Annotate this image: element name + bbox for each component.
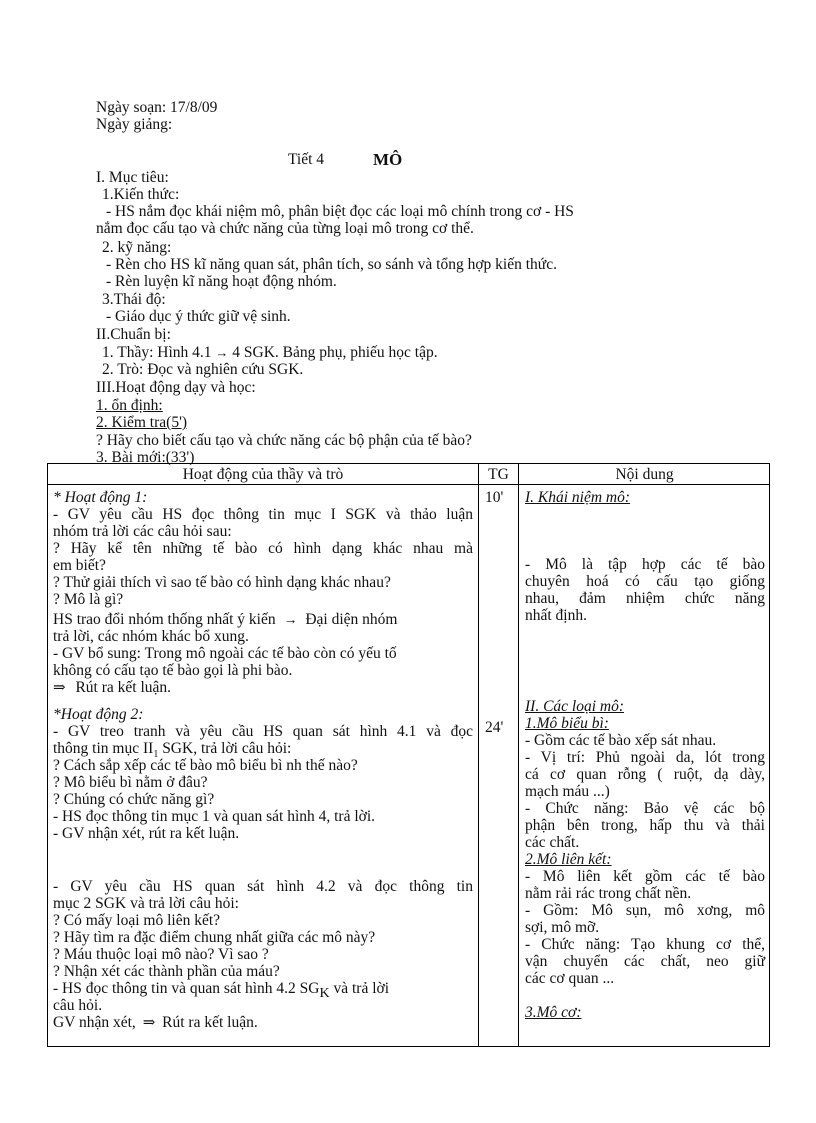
activity-text-part: và trả lời [329, 980, 390, 997]
step-new-lesson: 3. Bài mới:(33') [96, 449, 195, 466]
content-text: mạch máu ...) [525, 783, 610, 800]
content-text: các cơ quan ... [525, 970, 615, 987]
activity-text: - HS đọc thông tin mục 1 và quan sát hình 4, trả lời. [53, 808, 376, 825]
content-text: sợi, mô mỡ. [525, 919, 600, 936]
activity-text-part: - HS đọc thông tin và quan sát hình 4.2 SG [53, 980, 320, 997]
step-stabilize: 1. ổn định: [96, 397, 163, 414]
activity-text-part: SGK, trả lời câu hỏi: [158, 740, 292, 757]
content-text: phận bên trong, hấp thu và thải [525, 817, 765, 834]
arrow-right-icon: → [215, 345, 229, 360]
activity-1-heading: * Hoạt động 1: [53, 489, 148, 506]
activity-text: ? Hãy tìm ra đặc điểm chung nhất giữa các mô này? [53, 929, 376, 946]
teaching-date: Ngày giảng: [96, 116, 173, 133]
activity-text: ? Cách sắp xếp các tế bào mô biểu bì nh thế nào? [53, 757, 358, 774]
time-value-2: 24' [485, 719, 504, 736]
activity-text [53, 980, 473, 1002]
check-question: ? Hãy cho biết cấu tạo và chức năng các bộ phận của tế bào? [96, 432, 472, 449]
column-header-time: TG [488, 466, 509, 483]
column-divider [518, 464, 519, 1046]
activity-text: ? Mô là gì? [53, 591, 124, 608]
activity-text: - GV treo tranh và yêu cầu HS quan sát hình 4.1 và đọc [53, 723, 473, 740]
content-text: - Vị trí: Phủ ngoài da, lót trong [525, 749, 765, 766]
subsection-heading: 1.Mô biểu bì: [525, 715, 609, 732]
preparation-heading: II.Chuẩn bị: [96, 326, 171, 343]
subsection-heading: 2.Mô liên kết: [525, 851, 612, 868]
activity-text [53, 1014, 473, 1031]
step-check: 2. Kiểm tra(5') [96, 414, 188, 431]
content-text: - Chức năng: Tạo khung cơ thể, [525, 936, 765, 953]
arrow-right-icon: → [283, 613, 298, 628]
activity-text: không có cấu tạo tế bào gọi là phi bào. [53, 662, 293, 679]
subscript: K [319, 986, 330, 1002]
activity-text-part: Rút ra kết luận. [162, 1014, 258, 1031]
activity-text-part: GV nhận xét, [53, 1014, 136, 1031]
lesson-title: MÔ [373, 150, 403, 169]
activity-text [53, 611, 473, 628]
activity-text: ? Chúng có chức năng gì? [53, 791, 215, 808]
double-arrow-icon: ⇒ [142, 1015, 156, 1031]
activity-text: - GV bổ sung: Trong mô ngoài các tế bào còn có yếu tố [53, 645, 397, 662]
preparation-teacher [102, 344, 438, 361]
column-divider [478, 464, 479, 1046]
content-column [525, 489, 765, 1021]
content-text: nhất định. [525, 607, 587, 624]
activity-text: em biết? [53, 557, 106, 574]
activity-text-part: thông tin mục II [53, 740, 154, 757]
activity-text: ? Mô biểu bì nằm ở đâu? [53, 774, 208, 791]
activity-text: ? Hãy kể tên những tế bào có hình dạng khác nhau mà [53, 540, 473, 557]
activity-text: ? Nhận xét các thành phần của máu? [53, 963, 280, 980]
attitude-heading: 3.Thái độ: [102, 291, 166, 308]
content-text: - Mô liên kết gồm các tế bào [525, 868, 765, 885]
content-text: - Gồm các tế bào xếp sát nhau. [525, 732, 717, 749]
subsection-heading: 3.Mô cơ: [525, 1004, 582, 1021]
activity-text: - GV nhận xét, rút ra kết luận. [53, 825, 240, 842]
time-value-1: 10' [485, 489, 504, 506]
activity-text [53, 740, 473, 761]
activity-text: nhóm trả lời các câu hỏi sau: [53, 523, 232, 540]
double-arrow-icon: ⇒ [53, 680, 66, 696]
column-header-content: Nội dung [615, 466, 674, 483]
content-text: nằm rải rác trong chất nền. [525, 885, 692, 902]
preparation-teacher-label: 1. Thầy: Hình 4.1 [102, 344, 212, 361]
activity-text-part: Rút ra kết luận. [75, 679, 172, 696]
activity-text: ? Máu thuộc loại mô nào? Vì sao ? [53, 946, 269, 963]
activity-text: ? Thử giải thích vì sao tế bào có hình dạng khác nhau? [53, 574, 391, 591]
activity-2-heading: *Hoạt động 2: [53, 706, 144, 723]
header-divider [48, 484, 769, 485]
activity-text: - GV yêu cầu HS đọc thông tin mục I SGK và thảo luận [53, 506, 473, 523]
prep-date: Ngày soạn: 17/8/09 [96, 99, 218, 116]
skills-heading: 2. kỹ năng: [102, 239, 172, 256]
activities-heading: III.Hoạt động dạy và học: [96, 379, 256, 396]
knowledge-heading: 1.Kiến thức: [102, 186, 180, 203]
content-text: cá cơ quan rỗng ( ruột, dạ dày, [525, 766, 765, 783]
activity-text: - GV yêu cầu HS quan sát hình 4.2 và đọc thông tin [53, 878, 473, 895]
lesson-table [47, 463, 770, 1047]
content-text: - Chức năng: Bảo vệ các bộ [525, 800, 765, 817]
activity-text: mục 2 SGK và trả lời câu hỏi: [53, 895, 239, 912]
preparation-student: 2. Trò: Đọc và nghiên cứu SGK. [102, 361, 304, 378]
content-text: nhau, đảm nhiệm chức năng [525, 590, 765, 607]
lesson-number: Tiết 4 [288, 151, 325, 168]
content-text: - Gồm: Mô sụn, mô xơng, mô [525, 902, 765, 919]
content-text: chuyên hoá có cấu tạo giống [525, 573, 765, 590]
activity-text: câu hỏi. [53, 997, 103, 1014]
activity-column [53, 489, 473, 1031]
preparation-teacher-rest: 4 SGK. Bảng phụ, phiếu học tập. [232, 344, 438, 361]
activity-text: trả lời, các nhóm khác bổ xung. [53, 628, 249, 645]
knowledge-line-2: nắm đọc cấu tạo và chức năng của từng loại mô trong cơ thể. [96, 220, 474, 237]
content-text: các chất. [525, 834, 580, 851]
skills-line-2: - Rèn luyện kĩ năng hoạt động nhóm. [106, 273, 337, 290]
content-text: vận chuyển các chất, neo giữ [525, 953, 765, 970]
section-heading: I. Khái niệm mô: [525, 489, 631, 506]
activity-text-part: HS trao đổi nhóm thống nhất ý kiến [53, 611, 276, 628]
objectives-heading: I. Mục tiêu: [96, 169, 169, 186]
attitude-line-1: - Giáo dục ý thức giữ vệ sinh. [106, 308, 291, 325]
knowledge-line-1: - HS nắm đọc khái niệm mô, phân biệt đọc các loại mô chính trong cơ - HS [106, 203, 574, 220]
activity-text-part: Đại diện nhóm [305, 611, 398, 628]
column-header-activity: Hoạt động của thầy và trò [182, 466, 344, 483]
activity-text: ? Có mấy loại mô liên kết? [53, 912, 221, 929]
subscript: 1 [153, 749, 159, 761]
section-heading: II. Các loại mô: [525, 698, 625, 715]
activity-text [53, 679, 473, 696]
content-text: - Mô là tập hợp các tế bào [525, 556, 765, 573]
skills-line-1: - Rèn cho HS kĩ năng quan sát, phân tích, so sánh và tổng hợp kiến thức. [106, 256, 557, 273]
